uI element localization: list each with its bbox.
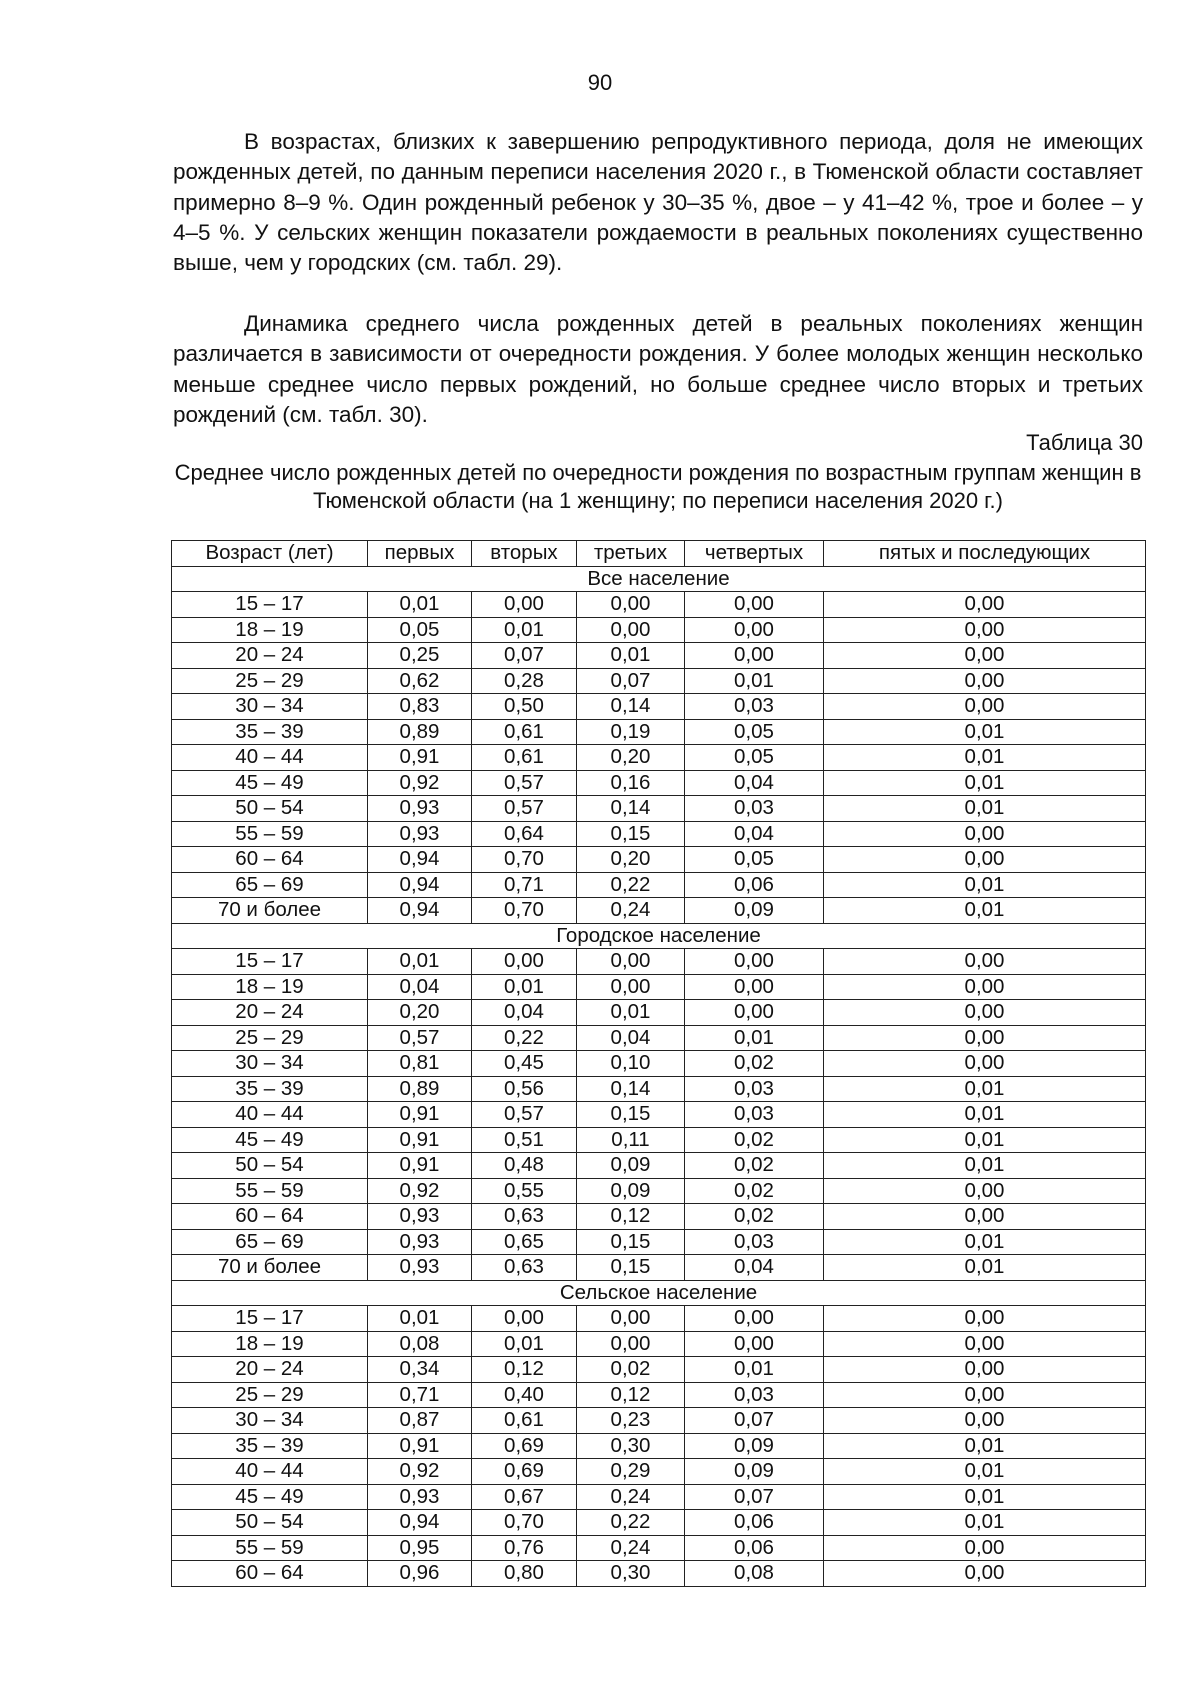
cell-second: 0,04: [472, 1000, 577, 1026]
cell-fifth-plus: 0,00: [824, 592, 1146, 618]
table-row: [172, 949, 1146, 975]
cell-fifth-plus: 0,00: [824, 821, 1146, 847]
cell-fifth-plus: 0,00: [824, 643, 1146, 669]
cell-fourth: 0,00: [685, 643, 824, 669]
table-row: [172, 1535, 1146, 1561]
cell-third: 0,12: [577, 1382, 685, 1408]
cell-second: 0,71: [472, 872, 577, 898]
header-row: [172, 541, 1146, 567]
cell-third: 0,30: [577, 1561, 685, 1587]
cell-first: 0,04: [368, 974, 472, 1000]
cell-third: 0,24: [577, 1484, 685, 1510]
cell-first: 0,91: [368, 1102, 472, 1128]
cell-age: 65 – 69: [172, 872, 368, 898]
cell-third: 0,20: [577, 847, 685, 873]
table-caption: Среднее число рожденных детей по очередности рождения по возрастным группам женщин в Тюменской области (на 1 женщину; по переписи населения 2020 г.): [174, 460, 1142, 513]
table-body: [172, 566, 1146, 1586]
cell-first: 0,81: [368, 1051, 472, 1077]
cell-first: 0,34: [368, 1357, 472, 1383]
cell-third: 0,00: [577, 1331, 685, 1357]
cell-fifth-plus: 0,01: [824, 1076, 1146, 1102]
cell-first: 0,92: [368, 1178, 472, 1204]
table-row: [172, 1204, 1146, 1230]
cell-first: 0,94: [368, 847, 472, 873]
cell-age: 60 – 64: [172, 847, 368, 873]
table-row: [172, 1255, 1146, 1281]
cell-age: 25 – 29: [172, 1382, 368, 1408]
cell-second: 0,61: [472, 745, 577, 771]
cell-fourth: 0,00: [685, 1306, 824, 1332]
cell-fourth: 0,03: [685, 1382, 824, 1408]
cell-fourth: 0,03: [685, 1076, 824, 1102]
cell-fourth: 0,06: [685, 872, 824, 898]
cell-fourth: 0,07: [685, 1484, 824, 1510]
paragraph-1: В возрастах, близких к завершению репродуктивного периода, доля не имеющих рожденных детей, по данным переписи населения 2020 г., в Тюменской области составляет примерно 8–9 %. Один рожденный ребенок у 30–35 %, двое – у 41–42 %, трое и более – у 4–5 %. У сельских женщин показатели рождаемости в реальных поколениях существенно выше, чем у городских (см. табл. 29).: [173, 129, 1143, 276]
cell-age: 45 – 49: [172, 770, 368, 796]
cell-second: 0,70: [472, 898, 577, 924]
section-row: [172, 1280, 1146, 1306]
cell-third: 0,24: [577, 898, 685, 924]
section-row: [172, 923, 1146, 949]
table-row: [172, 872, 1146, 898]
cell-first: 0,01: [368, 949, 472, 975]
table-row: [172, 617, 1146, 643]
cell-age: 55 – 59: [172, 1535, 368, 1561]
cell-fourth: 0,09: [685, 898, 824, 924]
cell-fourth: 0,09: [685, 1459, 824, 1485]
cell-second: 0,70: [472, 1510, 577, 1536]
cell-first: 0,20: [368, 1000, 472, 1026]
cell-second: 0,63: [472, 1255, 577, 1281]
cell-fifth-plus: 0,00: [824, 847, 1146, 873]
cell-fifth-plus: 0,00: [824, 1331, 1146, 1357]
cell-fifth-plus: 0,01: [824, 872, 1146, 898]
cell-fifth-plus: 0,00: [824, 1357, 1146, 1383]
cell-first: 0,01: [368, 1306, 472, 1332]
cell-second: 0,50: [472, 694, 577, 720]
cell-fourth: 0,00: [685, 949, 824, 975]
table-row: [172, 1153, 1146, 1179]
cell-age: 35 – 39: [172, 1433, 368, 1459]
cell-second: 0,00: [472, 592, 577, 618]
cell-second: 0,12: [472, 1357, 577, 1383]
cell-first: 0,57: [368, 1025, 472, 1051]
table-row: [172, 1382, 1146, 1408]
cell-fourth: 0,01: [685, 668, 824, 694]
cell-first: 0,92: [368, 1459, 472, 1485]
cell-fourth: 0,06: [685, 1510, 824, 1536]
cell-fifth-plus: 0,00: [824, 1382, 1146, 1408]
table-row: [172, 1357, 1146, 1383]
cell-third: 0,09: [577, 1153, 685, 1179]
cell-first: 0,92: [368, 770, 472, 796]
cell-first: 0,93: [368, 1204, 472, 1230]
cell-third: 0,16: [577, 770, 685, 796]
cell-third: 0,11: [577, 1127, 685, 1153]
cell-age: 35 – 39: [172, 1076, 368, 1102]
cell-second: 0,00: [472, 1306, 577, 1332]
table-row: [172, 668, 1146, 694]
table-row: [172, 1331, 1146, 1357]
section-row: [172, 566, 1146, 592]
cell-third: 0,01: [577, 1000, 685, 1026]
cell-fifth-plus: 0,01: [824, 1484, 1146, 1510]
cell-first: 0,91: [368, 745, 472, 771]
cell-fourth: 0,04: [685, 1255, 824, 1281]
cell-fifth-plus: 0,01: [824, 1153, 1146, 1179]
cell-first: 0,71: [368, 1382, 472, 1408]
cell-fourth: 0,01: [685, 1357, 824, 1383]
cell-fifth-plus: 0,00: [824, 1535, 1146, 1561]
cell-fifth-plus: 0,01: [824, 796, 1146, 822]
cell-fifth-plus: 0,01: [824, 1510, 1146, 1536]
cell-fifth-plus: 0,01: [824, 1433, 1146, 1459]
cell-fourth: 0,00: [685, 1000, 824, 1026]
page-number: 90: [587, 70, 613, 95]
cell-fifth-plus: 0,00: [824, 974, 1146, 1000]
cell-fourth: 0,00: [685, 974, 824, 1000]
cell-age: 15 – 17: [172, 949, 368, 975]
cell-third: 0,00: [577, 617, 685, 643]
cell-age: 60 – 64: [172, 1561, 368, 1587]
cell-third: 0,00: [577, 949, 685, 975]
table-row: [172, 1102, 1146, 1128]
table-row: [172, 1433, 1146, 1459]
cell-first: 0,83: [368, 694, 472, 720]
cell-fourth: 0,05: [685, 847, 824, 873]
cell-fourth: 0,02: [685, 1051, 824, 1077]
cell-second: 0,67: [472, 1484, 577, 1510]
cell-age: 40 – 44: [172, 745, 368, 771]
cell-fourth: 0,04: [685, 770, 824, 796]
table-row: [172, 1561, 1146, 1587]
cell-age: 50 – 54: [172, 1510, 368, 1536]
section-title: Сельское население: [172, 1280, 1146, 1306]
cell-first: 0,93: [368, 1255, 472, 1281]
table-row: [172, 1408, 1146, 1434]
cell-fifth-plus: 0,01: [824, 719, 1146, 745]
table-row: [172, 1459, 1146, 1485]
table-row: [172, 974, 1146, 1000]
cell-second: 0,40: [472, 1382, 577, 1408]
cell-fourth: 0,02: [685, 1178, 824, 1204]
table-row: [172, 592, 1146, 618]
header-fifth-plus: пятых и последующих: [824, 541, 1146, 567]
cell-age: 45 – 49: [172, 1484, 368, 1510]
paragraph-2: Динамика среднего числа рожденных детей в реальных поколениях женщин различается в зависимости от очередности рождения. У более молодых женщин несколько меньше среднее число первых рождений, но больше среднее число вторых и третьих рождений (см. табл. 30).: [173, 311, 1143, 427]
cell-first: 0,25: [368, 643, 472, 669]
cell-third: 0,14: [577, 1076, 685, 1102]
cell-fifth-plus: 0,00: [824, 1306, 1146, 1332]
cell-age: 15 – 17: [172, 592, 368, 618]
cell-fifth-plus: 0,00: [824, 617, 1146, 643]
cell-age: 20 – 24: [172, 1357, 368, 1383]
cell-second: 0,01: [472, 617, 577, 643]
cell-third: 0,15: [577, 1229, 685, 1255]
cell-third: 0,20: [577, 745, 685, 771]
cell-second: 0,61: [472, 719, 577, 745]
cell-second: 0,69: [472, 1433, 577, 1459]
table-row: [172, 643, 1146, 669]
cell-third: 0,15: [577, 821, 685, 847]
table-row: [172, 770, 1146, 796]
cell-age: 15 – 17: [172, 1306, 368, 1332]
cell-third: 0,19: [577, 719, 685, 745]
cell-fifth-plus: 0,01: [824, 770, 1146, 796]
table-row: [172, 1076, 1146, 1102]
table-row: [172, 1178, 1146, 1204]
cell-age: 20 – 24: [172, 1000, 368, 1026]
cell-second: 0,22: [472, 1025, 577, 1051]
cell-third: 0,23: [577, 1408, 685, 1434]
cell-second: 0,45: [472, 1051, 577, 1077]
cell-fourth: 0,06: [685, 1535, 824, 1561]
cell-fourth: 0,03: [685, 1102, 824, 1128]
cell-fourth: 0,00: [685, 617, 824, 643]
cell-age: 50 – 54: [172, 1153, 368, 1179]
header-third: третьих: [577, 541, 685, 567]
cell-second: 0,00: [472, 949, 577, 975]
cell-fourth: 0,08: [685, 1561, 824, 1587]
cell-first: 0,91: [368, 1153, 472, 1179]
cell-third: 0,00: [577, 1306, 685, 1332]
cell-second: 0,01: [472, 1331, 577, 1357]
header-age: Возраст (лет): [172, 541, 368, 567]
table-row: [172, 694, 1146, 720]
cell-age: 60 – 64: [172, 1204, 368, 1230]
cell-second: 0,01: [472, 974, 577, 1000]
cell-third: 0,15: [577, 1255, 685, 1281]
table-header: [172, 541, 1146, 567]
cell-second: 0,70: [472, 847, 577, 873]
cell-third: 0,09: [577, 1178, 685, 1204]
cell-second: 0,51: [472, 1127, 577, 1153]
cell-third: 0,00: [577, 592, 685, 618]
cell-fifth-plus: 0,00: [824, 1204, 1146, 1230]
cell-fourth: 0,01: [685, 1025, 824, 1051]
cell-second: 0,28: [472, 668, 577, 694]
table-row: [172, 898, 1146, 924]
cell-first: 0,89: [368, 1076, 472, 1102]
cell-age: 55 – 59: [172, 1178, 368, 1204]
cell-first: 0,94: [368, 1510, 472, 1536]
cell-third: 0,04: [577, 1025, 685, 1051]
header-first: первых: [368, 541, 472, 567]
cell-second: 0,61: [472, 1408, 577, 1434]
cell-fifth-plus: 0,01: [824, 1102, 1146, 1128]
cell-age: 65 – 69: [172, 1229, 368, 1255]
cell-second: 0,48: [472, 1153, 577, 1179]
table-row: [172, 719, 1146, 745]
cell-third: 0,12: [577, 1204, 685, 1230]
cell-fifth-plus: 0,01: [824, 745, 1146, 771]
table-row: [172, 1484, 1146, 1510]
cell-age: 25 – 29: [172, 668, 368, 694]
cell-fourth: 0,00: [685, 1331, 824, 1357]
cell-second: 0,57: [472, 796, 577, 822]
cell-fifth-plus: 0,00: [824, 1025, 1146, 1051]
table-row: [172, 847, 1146, 873]
cell-fourth: 0,02: [685, 1204, 824, 1230]
cell-age: 30 – 34: [172, 1408, 368, 1434]
cell-age: 35 – 39: [172, 719, 368, 745]
cell-age: 25 – 29: [172, 1025, 368, 1051]
cell-fifth-plus: 0,01: [824, 1459, 1146, 1485]
cell-first: 0,94: [368, 872, 472, 898]
cell-second: 0,55: [472, 1178, 577, 1204]
cell-first: 0,95: [368, 1535, 472, 1561]
cell-third: 0,07: [577, 668, 685, 694]
cell-age: 18 – 19: [172, 617, 368, 643]
cell-fourth: 0,03: [685, 796, 824, 822]
cell-second: 0,07: [472, 643, 577, 669]
table-row: [172, 796, 1146, 822]
cell-first: 0,91: [368, 1127, 472, 1153]
cell-fourth: 0,09: [685, 1433, 824, 1459]
cell-fifth-plus: 0,00: [824, 1000, 1146, 1026]
cell-fourth: 0,03: [685, 1229, 824, 1255]
cell-second: 0,80: [472, 1561, 577, 1587]
cell-age: 40 – 44: [172, 1459, 368, 1485]
cell-first: 0,87: [368, 1408, 472, 1434]
cell-third: 0,22: [577, 872, 685, 898]
cell-fifth-plus: 0,01: [824, 898, 1146, 924]
cell-third: 0,10: [577, 1051, 685, 1077]
cell-first: 0,93: [368, 1229, 472, 1255]
cell-age: 50 – 54: [172, 796, 368, 822]
cell-second: 0,63: [472, 1204, 577, 1230]
cell-third: 0,30: [577, 1433, 685, 1459]
cell-fifth-plus: 0,00: [824, 949, 1146, 975]
cell-fifth-plus: 0,00: [824, 668, 1146, 694]
cell-age: 45 – 49: [172, 1127, 368, 1153]
cell-fourth: 0,02: [685, 1153, 824, 1179]
cell-age: 30 – 34: [172, 1051, 368, 1077]
table-row: [172, 1510, 1146, 1536]
table-label: Таблица 30: [1026, 430, 1143, 455]
cell-fourth: 0,04: [685, 821, 824, 847]
section-title: Все население: [172, 566, 1146, 592]
cell-first: 0,93: [368, 796, 472, 822]
cell-third: 0,29: [577, 1459, 685, 1485]
cell-first: 0,91: [368, 1433, 472, 1459]
cell-second: 0,56: [472, 1076, 577, 1102]
header-second: вторых: [472, 541, 577, 567]
section-title: Городское население: [172, 923, 1146, 949]
cell-fourth: 0,07: [685, 1408, 824, 1434]
cell-fifth-plus: 0,00: [824, 1408, 1146, 1434]
table-row: [172, 1229, 1146, 1255]
table-row: [172, 745, 1146, 771]
cell-fourth: 0,05: [685, 745, 824, 771]
cell-fourth: 0,02: [685, 1127, 824, 1153]
cell-second: 0,57: [472, 1102, 577, 1128]
header-fourth: четвертых: [685, 541, 824, 567]
cell-second: 0,69: [472, 1459, 577, 1485]
cell-age: 20 – 24: [172, 643, 368, 669]
cell-first: 0,62: [368, 668, 472, 694]
data-table: [171, 540, 1146, 1587]
cell-second: 0,65: [472, 1229, 577, 1255]
table-row: [172, 1051, 1146, 1077]
cell-age: 40 – 44: [172, 1102, 368, 1128]
cell-third: 0,01: [577, 643, 685, 669]
table-row: [172, 1025, 1146, 1051]
cell-second: 0,64: [472, 821, 577, 847]
cell-third: 0,02: [577, 1357, 685, 1383]
cell-age: 70 и более: [172, 898, 368, 924]
cell-fifth-plus: 0,00: [824, 694, 1146, 720]
cell-fifth-plus: 0,00: [824, 1051, 1146, 1077]
cell-fourth: 0,03: [685, 694, 824, 720]
cell-third: 0,15: [577, 1102, 685, 1128]
cell-first: 0,08: [368, 1331, 472, 1357]
cell-fourth: 0,00: [685, 592, 824, 618]
cell-second: 0,76: [472, 1535, 577, 1561]
cell-first: 0,93: [368, 1484, 472, 1510]
table-row: [172, 1127, 1146, 1153]
cell-fifth-plus: 0,00: [824, 1561, 1146, 1587]
table-row: [172, 1306, 1146, 1332]
cell-fourth: 0,05: [685, 719, 824, 745]
table-row: [172, 821, 1146, 847]
cell-fifth-plus: 0,01: [824, 1229, 1146, 1255]
cell-first: 0,96: [368, 1561, 472, 1587]
cell-third: 0,24: [577, 1535, 685, 1561]
cell-first: 0,01: [368, 592, 472, 618]
cell-fifth-plus: 0,01: [824, 1255, 1146, 1281]
cell-third: 0,14: [577, 694, 685, 720]
cell-age: 30 – 34: [172, 694, 368, 720]
cell-age: 55 – 59: [172, 821, 368, 847]
cell-age: 18 – 19: [172, 1331, 368, 1357]
cell-third: 0,14: [577, 796, 685, 822]
cell-third: 0,00: [577, 974, 685, 1000]
cell-first: 0,93: [368, 821, 472, 847]
cell-second: 0,57: [472, 770, 577, 796]
cell-third: 0,22: [577, 1510, 685, 1536]
cell-first: 0,94: [368, 898, 472, 924]
cell-age: 70 и более: [172, 1255, 368, 1281]
cell-age: 18 – 19: [172, 974, 368, 1000]
table-row: [172, 1000, 1146, 1026]
cell-first: 0,89: [368, 719, 472, 745]
cell-first: 0,05: [368, 617, 472, 643]
cell-fifth-plus: 0,00: [824, 1178, 1146, 1204]
cell-fifth-plus: 0,01: [824, 1127, 1146, 1153]
